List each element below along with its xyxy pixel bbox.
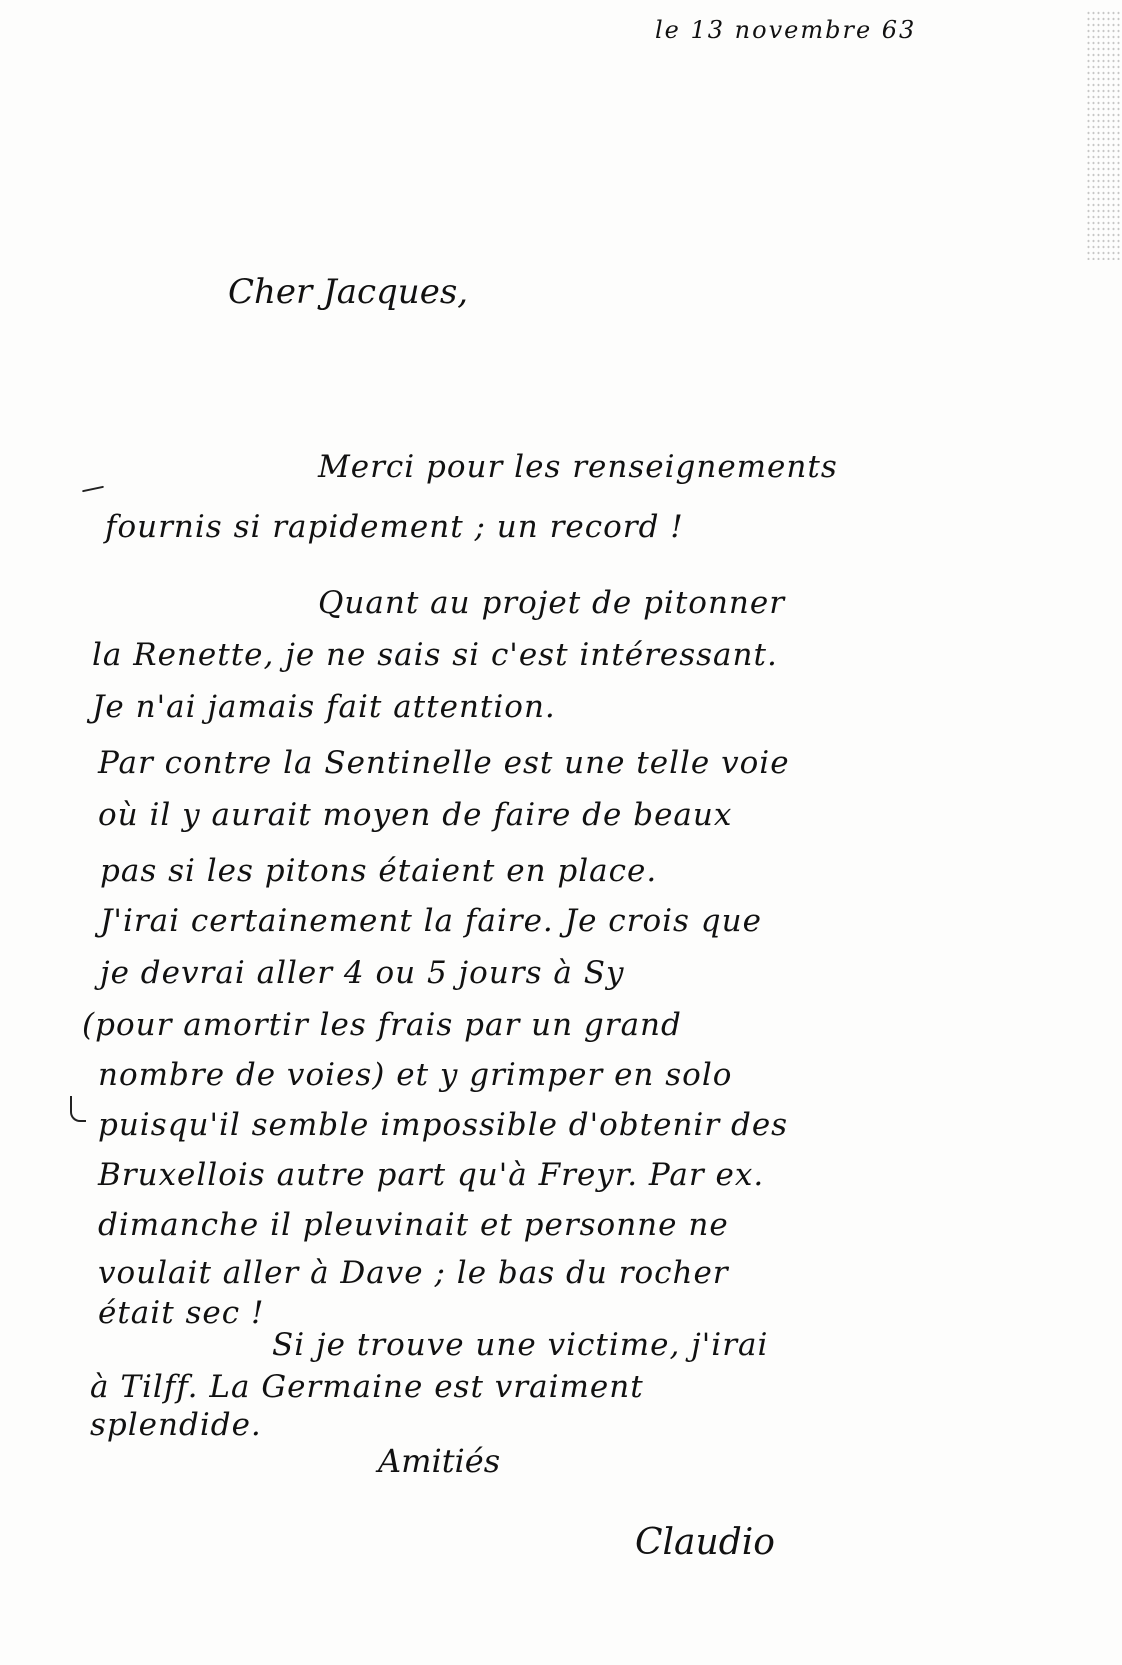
letter-line: J'irai certainement la faire. Je crois que <box>100 903 762 939</box>
letter-line: Quant au projet de pitonner <box>318 585 786 621</box>
letter-line: splendide. <box>90 1407 262 1443</box>
margin-mark <box>70 1096 86 1122</box>
letter-line: puisqu'il semble impossible d'obtenir des <box>98 1107 789 1143</box>
letter-line: je devrai aller 4 ou 5 jours à Sy <box>100 955 625 991</box>
letter-line: dimanche il pleuvinait et personne ne <box>98 1207 729 1243</box>
letter-line: nombre de voies) et y grimper en solo <box>98 1057 733 1093</box>
letter-date: le 13 novembre 63 <box>655 16 917 44</box>
letter-line: à Tilff. La Germaine est vraiment <box>90 1369 644 1405</box>
letter-closing: Amitiés <box>378 1442 501 1480</box>
letter-line: Par contre la Sentinelle est une telle voie <box>98 745 790 781</box>
letter-line: était sec ! <box>98 1295 265 1331</box>
margin-mark <box>82 486 104 493</box>
letter-line: Si je trouve une victime, j'irai <box>272 1327 769 1363</box>
letter-signature: Claudio <box>635 1522 775 1563</box>
letter-line: fournis si rapidement ; un record ! <box>105 509 684 545</box>
letter-line: (pour amortir les frais par un grand <box>82 1007 682 1043</box>
letter-line: pas si les pitons étaient en place. <box>100 853 658 889</box>
letter-line: voulait aller à Dave ; le bas du rocher <box>98 1255 729 1291</box>
letter-salutation: Cher Jacques, <box>228 272 469 312</box>
letter-line: où il y aurait moyen de faire de beaux <box>98 797 733 833</box>
letter-line: Merci pour les renseignements <box>318 449 838 485</box>
letter-line: la Renette, je ne sais si c'est intéressant. <box>92 637 778 673</box>
letter-line: Bruxellois autre part qu'à Freyr. Par ex. <box>98 1157 765 1193</box>
letter-line: Je n'ai jamais fait attention. <box>92 689 556 725</box>
paper-edge-speckle <box>1086 10 1122 260</box>
